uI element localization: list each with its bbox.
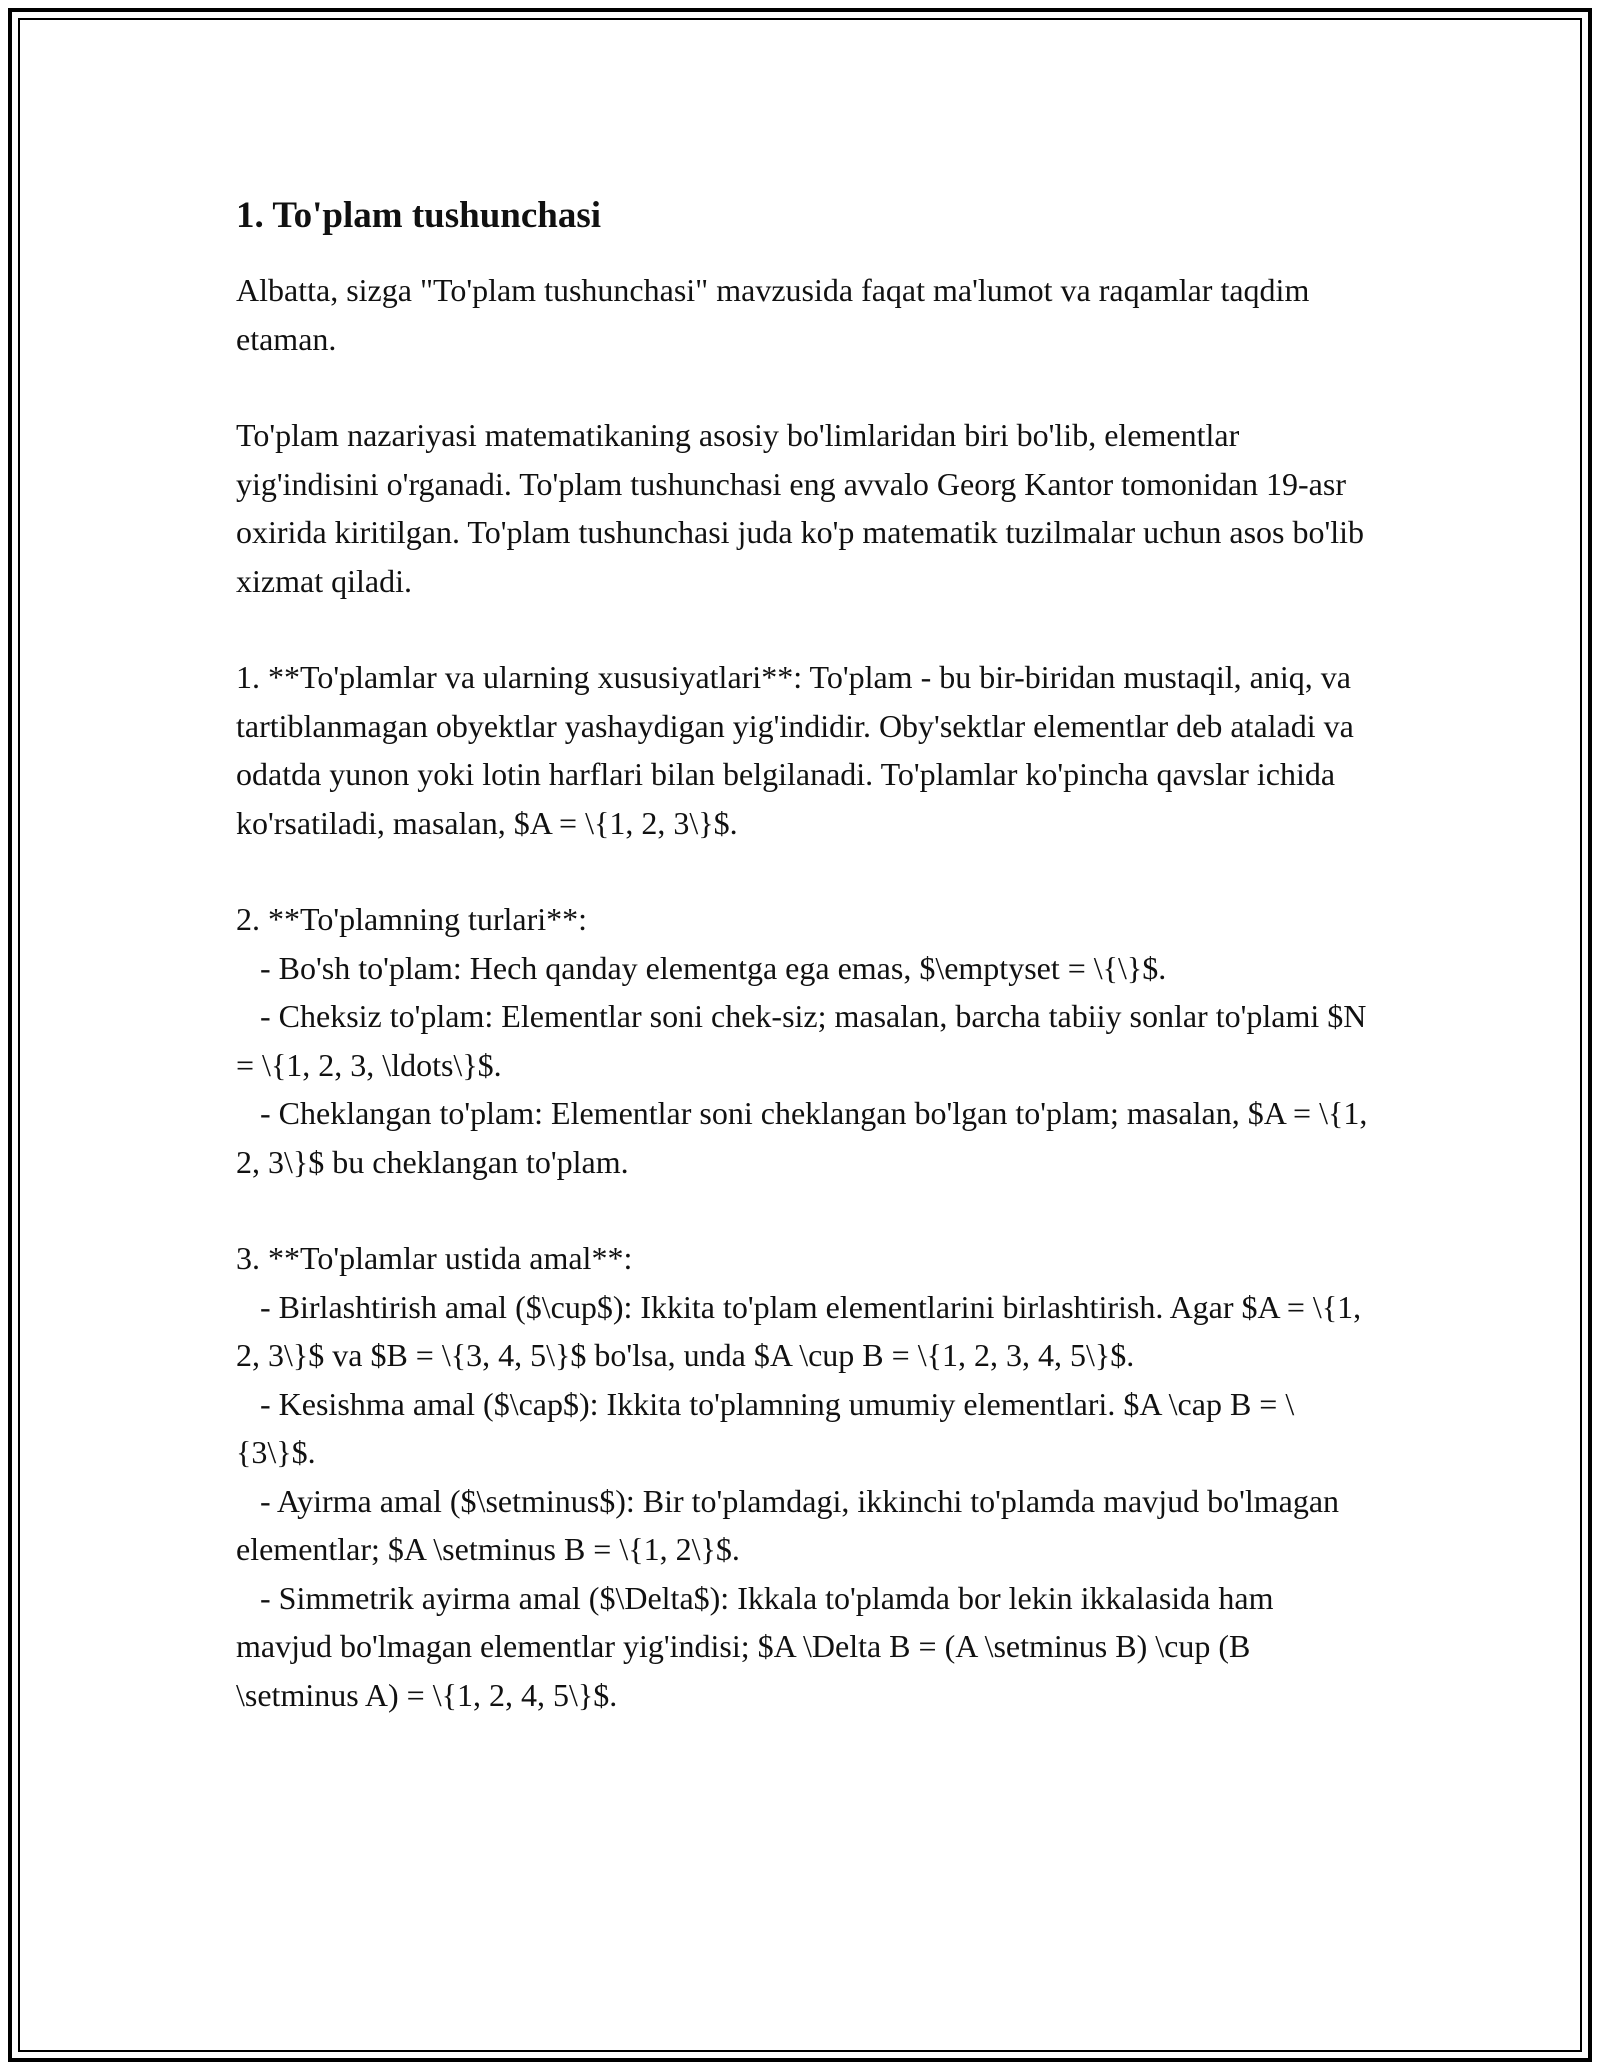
section-2-block [236, 895, 1376, 1186]
section-3-item-union: - Birlashtirish amal ($\cup$): Ikkita to'plam elementlarini birlashtirish. Agar $A = \{1, 2, 3\}$ va $B = \{3, 4, 5\}$ bo'lsa, unda $A \cup B = \{1, 2, 3, 4, 5\}$. [236, 1288, 1370, 1373]
section-2-heading: 2. **To'plamning turlari**: [236, 901, 588, 937]
intro-paragraph: Albatta, sizga "To'plam tushunchasi" mavzusida faqat ma'lumot va raqamlar taqdim etaman. [236, 272, 1318, 357]
section-3-block [236, 1234, 1371, 1719]
section-1-paragraph: 1. **To'plamlar va ularning xususiyatlari**: To'plam - bu bir-biridan mustaqil, aniq, va tartiblanmagan obyektlar yashaydigan yig'indidir. Oby'sektlar elementlar deb ataladi va odatda yunon yoki lotin harflari bilan belgilanadi. To'plamlar ko'pincha qavslar ichida ko'rsatiladi, masalan, $A = \{1, 2, 3\}$. [236, 659, 1362, 841]
section-3-item-difference: - Ayirma amal ($\setminus$): Bir to'plamdagi, ikkinchi to'plamda mavjud bo'lmagan elementlar; $A \setminus B = \{1, 2\}$. [236, 1482, 1348, 1567]
document-title: 1. To'plam tushunchasi [236, 195, 602, 236]
document-body [236, 186, 1376, 1767]
theory-paragraph: To'plam nazariyasi matematikaning asosiy bo'limlaridan biri bo'lib, elementlar yig'indisini o'rganadi. To'plam tushunchasi eng avvalo Georg Kantor tomonidan 19-asr oxirida kiritilgan. To'plam tushunchasi juda ko'p matematik tuzilmalar uchun asos bo'lib xizmat qiladi. [236, 417, 1373, 599]
section-3-item-symmetric-difference: - Simmetrik ayirma amal ($\Delta$): Ikkala to'plamda bor lekin ikkalasida ham mavjud bo'lmagan elementlar yig'indisi; $A \Delta B = (A \setminus B) \cup (B \setminus A) = \{1, 2, 4, 5\}$. [236, 1579, 1282, 1713]
section-2-item-finite-set: - Cheklangan to'plam: Elementlar soni cheklangan bo'lgan to'plam; masalan, $A = \{1, 2, 3\}$ bu cheklangan to'plam. [236, 1095, 1376, 1180]
section-2-item-empty-set: - Bo'sh to'plam: Hech qanday elementga ega emas, $\emptyset = \{\}$. [236, 949, 1167, 986]
section-3-heading: 3. **To'plamlar ustida amal**: [236, 1240, 633, 1276]
section-3-item-intersection: - Kesishma amal ($\cap$): Ikkita to'plamning umumiy elementlari. $A \cap B = \{3\}$. [236, 1385, 1295, 1470]
section-2-item-infinite-set: - Cheksiz to'plam: Elementlar soni chek-siz; masalan, barcha tabiiy sonlar to'plami $N = \{1, 2, 3, \ldots\}$. [236, 998, 1375, 1083]
